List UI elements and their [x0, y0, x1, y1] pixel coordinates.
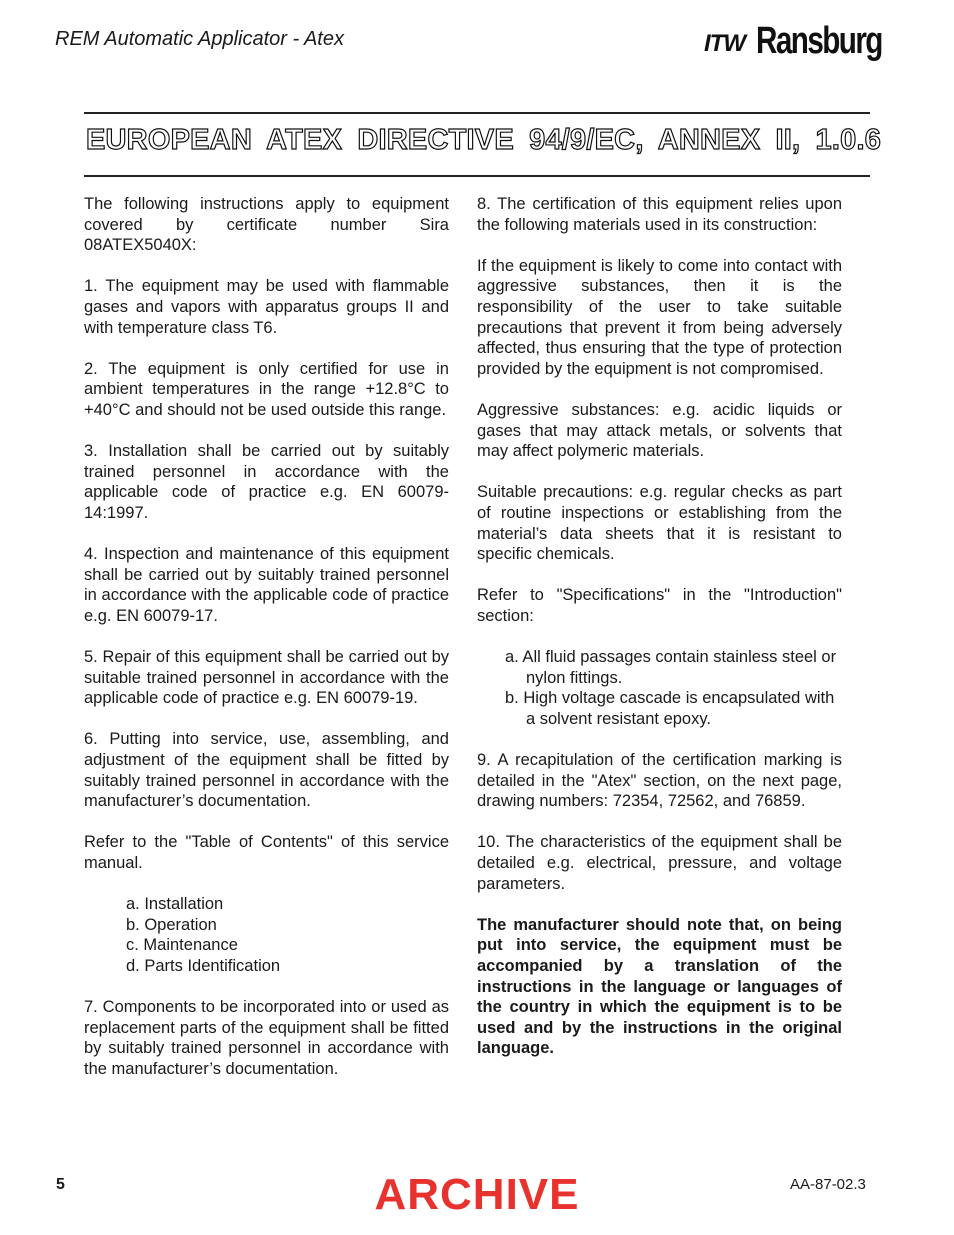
document-code: AA-87-02.3 — [790, 1176, 866, 1193]
list-item: b. High voltage cascade is encapsulated with a solvent resistant epoxy. — [505, 689, 835, 728]
instruction-9: 9. A recapitulation of the certification marking is detailed in the "Atex" section, on the next page, drawing numbers: 72354, 72562, and 76859. — [477, 751, 842, 811]
list-item: d. Parts Identification — [126, 956, 281, 975]
manufacturer-note: The manufacturer should note that, on being put into service, the equipment must be accompanied by a translation of the instructions in the language or languages of the country in which the equipment is to be used and by the instructions in the original language. — [477, 915, 842, 1058]
aggressive-substances-paragraph: Aggressive substances: e.g. acidic liquids or gases that may attack metals, or solvents that may affect polymeric materials. — [477, 400, 842, 461]
title-rule-top — [84, 112, 870, 114]
instruction-6: 6. Putting into service, use, assembling, and adjustment of the equipment shall be fitted by suitably trained personnel in accordance with the manufacturer’s documentation. — [84, 730, 449, 811]
instruction-10: 10. The characteristics of the equipment shall be detailed e.g. electrical, pressure, and voltage parameters. — [477, 833, 842, 893]
toc-reference: Refer to the "Table of Contents" of this service manual. — [84, 833, 449, 872]
instruction-5: 5. Repair of this equipment shall be carried out by suitable trained personnel in accordance with the applicable code of practice e.g. EN 60079-19. — [84, 648, 449, 708]
instruction-2: 2. The equipment is only certified for use in ambient temperatures in the range +12.8°C to +40°C and should not be used outside this range. — [84, 359, 449, 419]
instruction-3: 3. Installation shall be carried out by suitably trained personnel in accordance with the applicable code of practice e.g. EN 60079-14:1997. — [84, 442, 449, 522]
intro-paragraph: The following instructions apply to equipment covered by certificate number Sira 08ATEX5040X: — [84, 195, 449, 255]
itw-ransburg-logo — [704, 18, 882, 70]
archive-stamp: ARCHIVE — [374, 1170, 580, 1219]
left-column — [84, 194, 449, 1100]
instruction-1: 1. The equipment may be used with flammable gases and vapors with apparatus groups II and with temperature class T6. — [84, 277, 449, 337]
precautions-paragraph: Suitable precautions: e.g. regular checks as part of routine inspections or establishing from the material’s data sheets that it is resistant to specific chemicals. — [477, 483, 842, 564]
contact-paragraph: If the equipment is likely to come into contact with aggressive substances, then it is the responsibility of the user to take suitable precautions that prevent it from being adversely affected, thus ensuring that the type of protection provided by the equipment is not compromised. — [477, 256, 842, 378]
toc-list — [84, 894, 449, 976]
logo-brand: Ransburg — [756, 20, 882, 62]
list-item: c. Maintenance — [126, 936, 238, 955]
specifications-reference: Refer to "Specifications" in the "Introduction" section: — [477, 586, 842, 625]
page-number: 5 — [56, 1176, 65, 1193]
section-title: EUROPEAN ATEX DIRECTIVE 94/9/EC, ANNEX II, 1.0.6 — [86, 124, 882, 156]
list-item: b. Operation — [126, 915, 217, 934]
list-item: a. Installation — [126, 895, 224, 914]
logo-prefix: ITW — [704, 30, 745, 57]
instruction-7: 7. Components to be incorporated into or used as replacement parts of the equipment shall be fitted by suitably trained personnel in accordance with the manufacturer’s documentation. — [84, 998, 449, 1078]
title-rule-bottom — [84, 175, 870, 177]
specifications-list — [477, 647, 842, 729]
instruction-4: 4. Inspection and maintenance of this equipment shall be carried out by suitably trained personnel in accordance with the applicable code of practice e.g. EN 60079-17. — [84, 545, 449, 625]
list-item: a. All fluid passages contain stainless steel or nylon fittings. — [505, 648, 837, 687]
document-title: REM Automatic Applicator - Atex — [55, 28, 344, 50]
instruction-8: 8. The certification of this equipment relies upon the following materials used in its construction: — [477, 195, 842, 234]
right-column — [477, 194, 842, 1080]
